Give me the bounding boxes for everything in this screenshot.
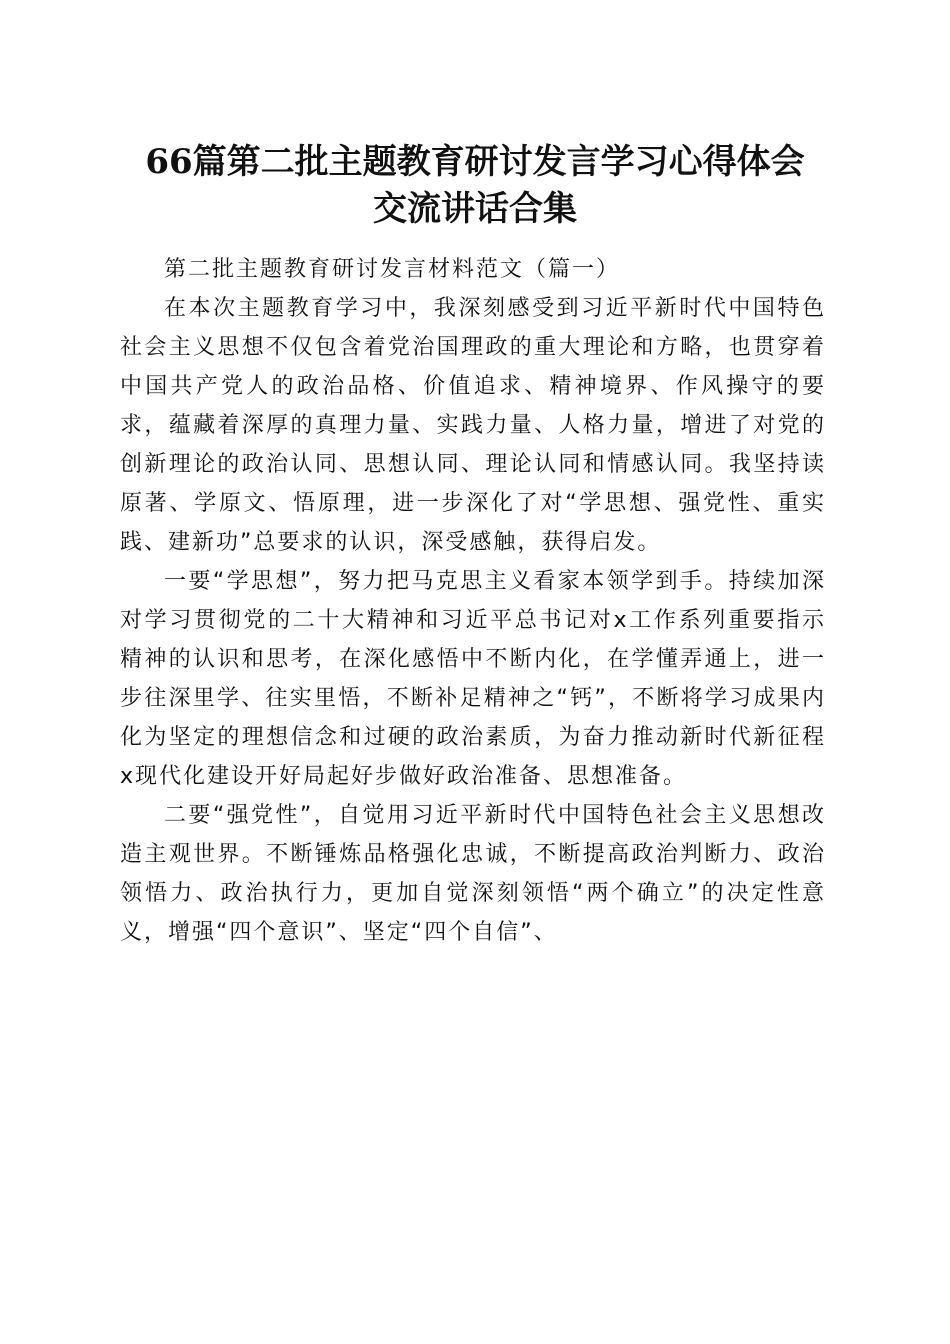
paragraph-1: 在本次主题教育学习中，我深刻感受到习近平新时代中国特色社会主义思想不仅包含着党治国理政的重大理论和方略，也贯穿着中国共产党人的政治品格、价值追求、精神境界、作风操守的要求，蕴藏着深厚的真理力量、实践力量、人格力量，增进了对党的创新理论的政治认同、思想认同、理论认同和情感认同。我坚持读原著、学原文、悟原理，进一步深化了对“学思想、强党性、重实践、建新功”总要求的认识，深受感触，获得启发。: [120, 296, 826, 555]
paragraph-2: 一要“学思想”，努力把马克思主义看家本领学到手。持续加深对学习贯彻党的二十大精神和习近平总书记对x工作系列重要指示精神的认识和思考，在深化感悟中不断内化，在学懂弄通上，进一步往深里学、往实里悟，不断补足精神之“钙”，不断将学习成果内化为坚定的理想信念和过硬的政治素质，为奋力推动新时代新征程x现代化建设开好局起好步做好政治准备、思想准备。: [120, 569, 826, 789]
document-title-line-1: 66篇第二批主题教育研讨发言学习心得体会: [145, 142, 805, 182]
document-body: [120, 250, 826, 952]
section-heading: 第二批主题教育研讨发言材料范文（篇一）: [164, 257, 621, 282]
document-title-line-2: 交流讲话合集: [373, 189, 577, 229]
paragraph-3: 二要“强党性”，自觉用习近平新时代中国特色社会主义思想改造主观世界。不断锤炼品格强化忠诚，不断提高政治判断力、政治领悟力、政治执行力，更加自觉深刻领悟“两个确立”的决定性意义，增强“四个意识”、坚定“四个自信”、: [120, 803, 826, 945]
